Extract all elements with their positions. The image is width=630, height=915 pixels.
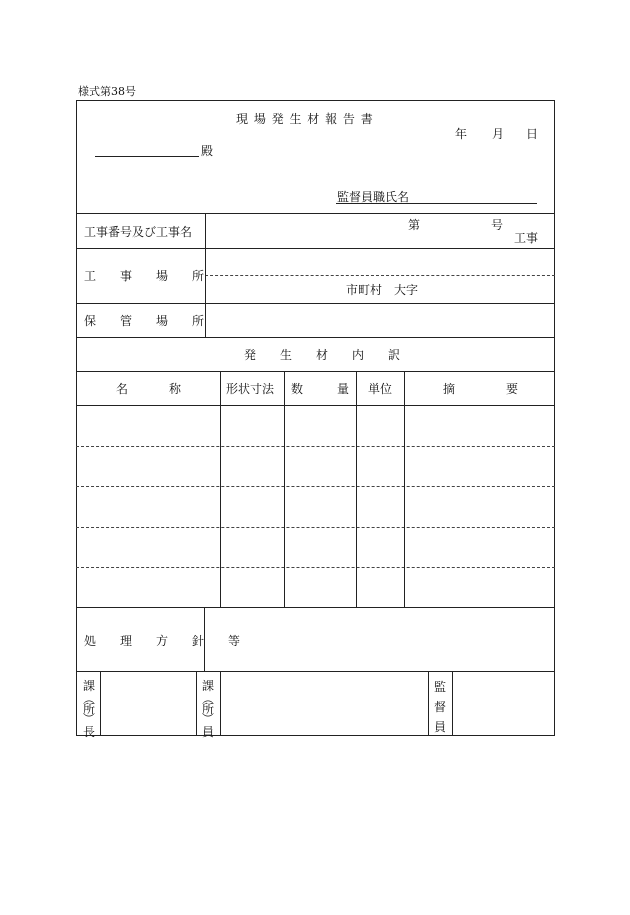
approval-staff-label: 課 ︵ 所 ︶ 員 [201,679,214,739]
row-divider-3 [76,527,555,528]
col-divider-unit [404,371,405,607]
approval-divider-2 [196,671,197,736]
approval-supervisor-seal[interactable] [453,672,554,735]
site-address: 市町村 大字 [346,283,419,297]
rule-site-dash [205,275,555,276]
col-header-qty-b: 量 [337,382,350,396]
col-divider-shape [284,371,285,607]
addressee-suffix: 殿 [201,144,214,158]
approval-chief-label: 課 ︵ 所 ︶ 長 [82,679,95,739]
approval-staff-seal[interactable] [221,672,428,735]
storage-label: 保 管 場 所 [84,314,211,328]
rule-work [76,213,555,214]
approval-supervisor-label: 監 督 員 [433,680,446,734]
col-divider-name [220,371,221,607]
rule-breakdown [76,337,555,338]
rule-table-top [76,405,555,406]
breakdown-title: 発 生 材 内 訳 [244,348,407,362]
addressee-line[interactable] [95,156,199,157]
approval-divider-4 [428,671,429,736]
col-header-note-b: 要 [506,382,519,396]
date-year: 年 [455,127,468,141]
rule-columns [76,371,555,372]
col-header-shape: 形状寸法 [226,382,275,396]
rule-site [76,248,555,249]
row-divider-2 [76,486,555,487]
rule-storage [76,303,555,304]
site-label: 工 事 場 所 [84,269,211,283]
col-header-note-a: 摘 [443,382,456,396]
col-header-name-a: 名 [116,382,129,396]
work-koji: 工事 [514,231,539,245]
date-month: 月 [492,127,505,141]
form-number: 様式第38号 [78,85,136,98]
policy-label: 処 理 方 針 等 [84,634,247,648]
row-divider-4 [76,567,555,568]
work-dai: 第 [408,218,421,232]
supervisor-name-line[interactable] [336,203,537,204]
col-header-unit: 単位 [368,382,393,396]
date-day: 日 [526,127,539,141]
row-divider-1 [76,446,555,447]
work-go: 号 [491,218,504,232]
approval-chief-seal[interactable] [101,672,196,735]
col-divider-qty [356,371,357,607]
form-title: 現 場 発 生 材 報 告 書 [236,112,374,126]
col-header-name-b: 称 [169,382,182,396]
rule-policy [76,607,555,608]
col-header-qty-a: 数 [291,382,304,396]
supervisor-label: 監督員職氏名 [337,190,410,204]
work-label: 工事番号及び工事名 [84,225,193,239]
